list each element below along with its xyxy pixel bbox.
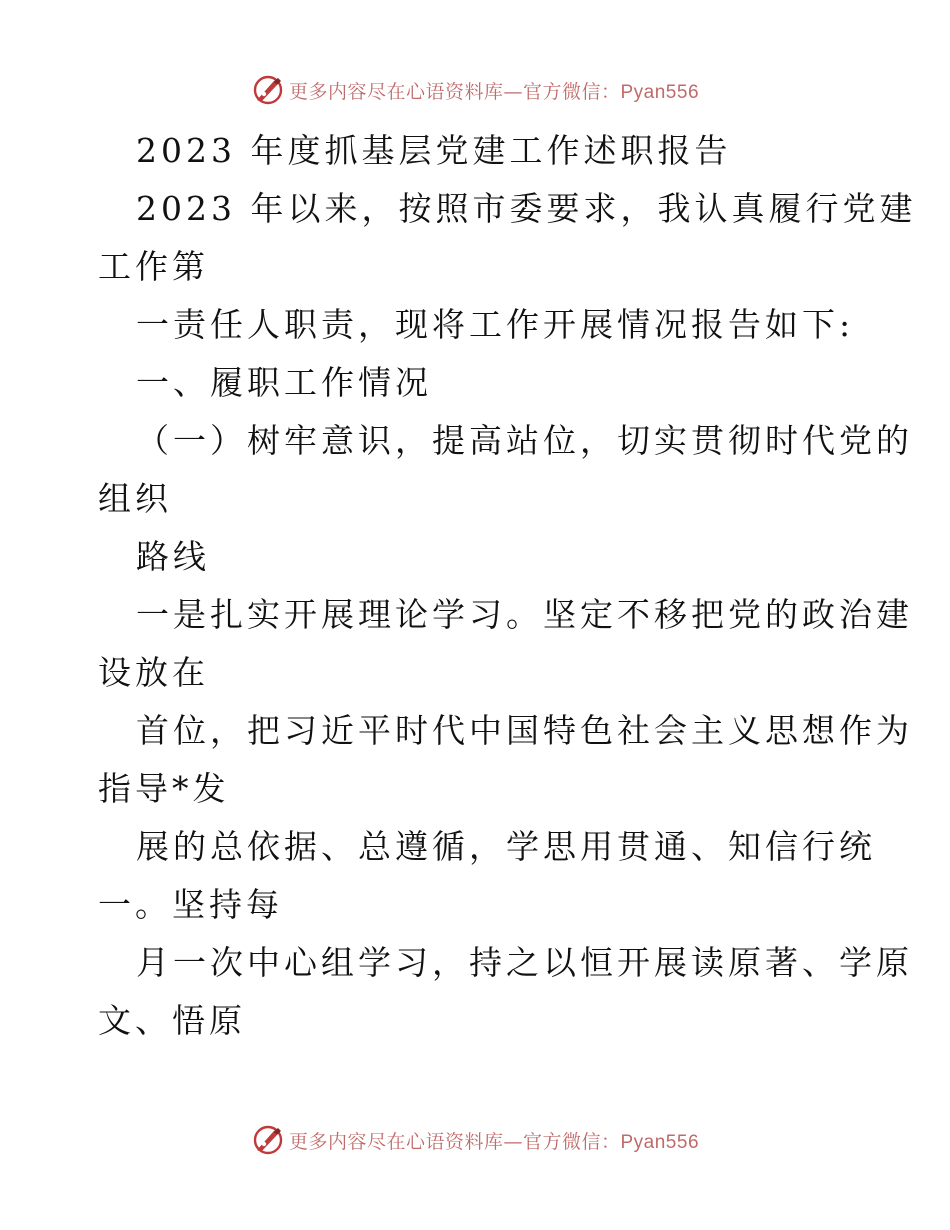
paragraph-line: 一。坚持每 — [98, 885, 283, 924]
header-watermark — [0, 70, 950, 110]
watermark-wechat-id: Pyan556 — [620, 1131, 700, 1153]
watermark-text: 更多内容尽在心语资料库—官方微信： — [288, 1130, 621, 1153]
paragraph-line: 2023 年以来，按照市委要求，我认真履行党建 — [136, 189, 917, 228]
watermark-text: 更多内容尽在心语资料库—官方微信： — [288, 80, 621, 103]
paragraph-line: 设放在 — [98, 653, 209, 692]
document-body — [98, 122, 917, 1050]
paragraph-line: 一是扎实开展理论学习。坚定不移把党的政治建 — [136, 595, 913, 634]
paragraph-line: 月一次中心组学习，持之以恒开展读原著、学原 — [136, 943, 913, 982]
paragraph-line: 组织 — [98, 479, 172, 518]
paragraph-line: 一责任人职责，现将工作开展情况报告如下: — [136, 305, 855, 344]
paragraph-line: 首位，把习近平时代中国特色社会主义思想作为 — [136, 711, 913, 750]
paragraph-line: 文、悟原 — [98, 1001, 246, 1040]
pen-logo-icon — [251, 1123, 285, 1157]
watermark-wechat-id: Pyan556 — [620, 81, 700, 103]
paragraph-line: 展的总依据、总遵循，学思用贯通、知信行统 — [136, 827, 876, 866]
paragraph-line: 指导*发 — [98, 769, 230, 808]
paragraph-line: 工作第 — [98, 247, 209, 286]
document-title: 2023 年度抓基层党建工作述职报告 — [136, 131, 732, 170]
paragraph-line: 路线 — [136, 537, 210, 576]
section-heading: 一、履职工作情况 — [136, 363, 432, 402]
pen-logo-icon — [251, 73, 285, 107]
subsection-heading: （一）树牢意识，提高站位，切实贯彻时代党的 — [136, 421, 913, 460]
footer-watermark — [0, 1120, 950, 1160]
